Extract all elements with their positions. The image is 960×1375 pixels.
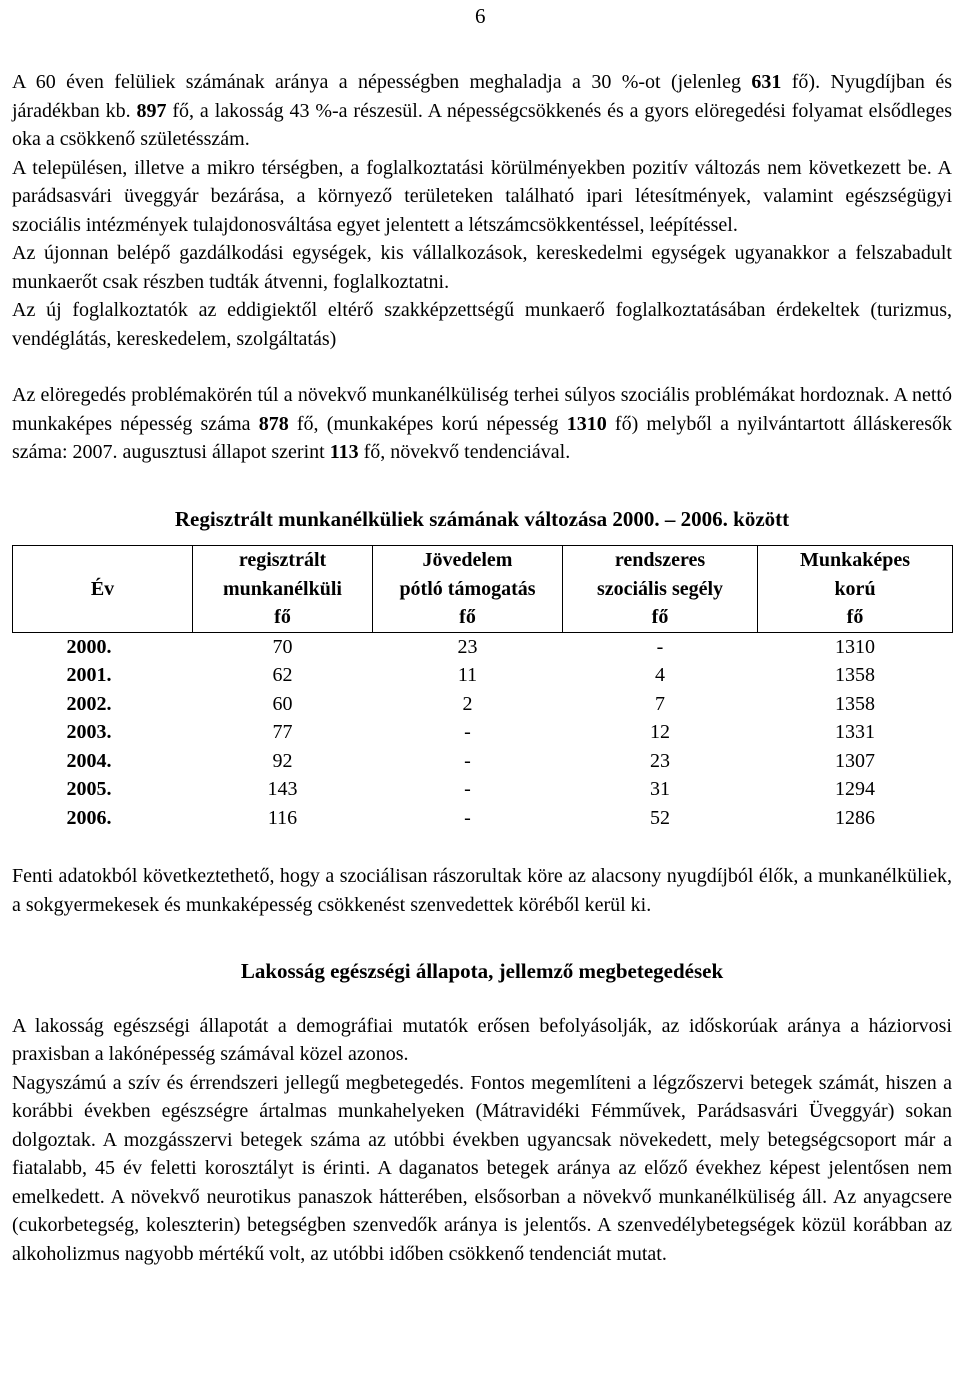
text-span: fő, a lakosság 43 %-a részesül. A népességcsökkenés és a gyors elöregedési folyamat elsődleges oka a csökkenő születésszám. bbox=[12, 99, 952, 150]
text-span: A 60 éven felüliek számának aránya a népességben meghaladja a 30 %-ot (jelenleg bbox=[12, 71, 752, 93]
header-line: rendszeres bbox=[614, 549, 706, 571]
cell-registered: 77 bbox=[272, 721, 293, 743]
cell-working-age: 1294 bbox=[835, 778, 875, 800]
cell-registered: 116 bbox=[267, 806, 298, 829]
header-line: Jövedelem bbox=[422, 549, 513, 571]
header-line: fő bbox=[459, 606, 476, 628]
cell-working-age: 1358 bbox=[835, 664, 875, 686]
table-row bbox=[13, 747, 953, 776]
cell-year: 2002. bbox=[66, 692, 112, 715]
cell-working-age: 1310 bbox=[835, 635, 875, 658]
paragraph-employment: A településen, illetve a mikro térségben, a foglalkoztatási körülményekben pozitív változás nem következett be. A parádsasvári üveggyár bezárása, a környező területeken található ipari létesítmények, valamint egészségügyi szociális intézmények tulajdonosváltása egyet jelentett a létszámcsökkentéssel, leépítéssel. bbox=[12, 156, 952, 236]
section-title: Lakosság egészségi állapota, jellemző megbetegedések bbox=[240, 959, 724, 983]
cell-registered: 62 bbox=[272, 664, 293, 686]
cell-registered: 70 bbox=[272, 635, 293, 658]
bold-number: 113 bbox=[329, 441, 359, 463]
bold-number: 878 bbox=[258, 412, 289, 435]
cell-working-age: 1286 bbox=[835, 806, 875, 829]
cell-working-age: 1331 bbox=[835, 721, 875, 743]
cell-working-age: 1307 bbox=[835, 749, 875, 772]
header-line: Év bbox=[90, 577, 115, 600]
spacer bbox=[12, 353, 952, 381]
cell-year: 2005. bbox=[66, 778, 112, 800]
paragraph-health-demographics: A lakosság egészségi állapotát a demográfiai mutatók erősen befolyásolják, az időskorúak aránya a háziorvosi praxisban a lakónépesség számával közel azonos. bbox=[12, 1014, 952, 1065]
header-line: fő bbox=[274, 606, 291, 628]
document-body bbox=[12, 68, 952, 1268]
paragraph-unemployment bbox=[12, 381, 952, 467]
cell-registered: 143 bbox=[267, 778, 298, 800]
text-span: fő, növekvő tendenciával. bbox=[358, 441, 571, 463]
paragraph-diseases: Nagyszámú a szív és érrendszeri jellegű megbetegedés. Fontos megemlíteni a légzőszervi betegek számát, hiszen a korábbi években egészségre ártalmas munkahelyeken (Mátravidéki Fémművek, Parádsasvári Üveggyár) sokan dolgoztak. A mozgásszervi betegek száma az utóbbi években ugyancsak növekedett, mely betegségcsoport már a fiatalabb, 45 év feletti korosztályt is érinti. A daganatos betegek aránya az előző évekhez képest jelentősen nem emelkedett. A növekvő neurotikus panaszok hátterében, elsősorban a növekvő munkanélküliség áll. Az anyagcsere (cukorbetegség, koleszterin) betegségben szenvedők aránya is jelentős. A szenvedélybetegségek közül korábban az alkoholizmus nagyobb mértékű volt, az utóbbi időben csökkenő tendenciát mutat. bbox=[12, 1071, 952, 1265]
table-title: Regisztrált munkanélküliek számának változása 2000. – 2006. között bbox=[174, 506, 790, 531]
cell-social-aid: 52 bbox=[650, 806, 670, 829]
cell-income-support: 2 bbox=[462, 692, 473, 715]
header-year bbox=[13, 546, 193, 633]
header-line: szociális segély bbox=[596, 577, 724, 600]
cell-year: 2006. bbox=[66, 806, 112, 829]
cell-social-aid: 12 bbox=[650, 721, 670, 743]
cell-social-aid: 4 bbox=[655, 664, 665, 686]
table-row bbox=[13, 690, 953, 719]
spacer bbox=[12, 986, 952, 1012]
cell-income-support: - bbox=[464, 721, 471, 743]
spacer bbox=[12, 832, 952, 862]
paragraph-conclusion: Fenti adatokból következtethető, hogy a szociálisan rászorultak köre az alacsony nyugdíjból élők, a munkanélküliek, a sokgyermekesek és munkaképesség csökkenést szenvedettek köréből kerül ki. bbox=[12, 865, 952, 916]
header-line: fő bbox=[651, 606, 669, 628]
cell-income-support: - bbox=[464, 806, 471, 829]
cell-year: 2003. bbox=[66, 721, 112, 743]
header-line: regisztrált bbox=[238, 549, 327, 571]
header-line: Munkaképes bbox=[799, 549, 911, 571]
header-line: korú bbox=[834, 577, 876, 600]
cell-year: 2000. bbox=[66, 635, 112, 658]
header-working-age bbox=[758, 546, 953, 633]
cell-income-support: - bbox=[464, 778, 471, 800]
spacer bbox=[12, 467, 952, 505]
cell-social-aid: 7 bbox=[655, 692, 665, 715]
cell-income-support: - bbox=[464, 749, 471, 772]
spacer bbox=[12, 919, 952, 957]
table-row bbox=[13, 775, 953, 804]
cell-income-support: 11 bbox=[457, 664, 478, 686]
unemployment-table bbox=[12, 545, 953, 832]
cell-year: 2001. bbox=[66, 664, 112, 686]
header-line: fő bbox=[846, 606, 864, 628]
page-number: 6 bbox=[475, 4, 486, 28]
cell-registered: 92 bbox=[272, 749, 293, 772]
paragraph-new-businesses: Az újonnan belépő gazdálkodási egységek, kis vállalkozások, kereskedelmi egységek ugyanakkor a felszabadult munkaerőt csak részben tudták átvenni, foglalkoztatni. bbox=[12, 242, 952, 293]
header-social-aid bbox=[563, 546, 758, 633]
text-span: fő) melyből a nyilvántartott álláskeresők száma: 2007. augusztusi állapot szerint bbox=[12, 412, 952, 463]
cell-registered: 60 bbox=[272, 692, 293, 715]
text-span: fő, (munkaképes korú népesség bbox=[288, 412, 567, 435]
paragraph-elderly-ratio bbox=[12, 68, 952, 154]
cell-working-age: 1358 bbox=[835, 692, 875, 715]
cell-social-aid: - bbox=[656, 635, 664, 658]
cell-income-support: 23 bbox=[457, 635, 478, 658]
cell-social-aid: 23 bbox=[650, 749, 670, 772]
table-row bbox=[13, 661, 953, 690]
paragraph-new-employers: Az új foglalkoztatók az eddigiektől eltérő szakképzettségű munkaerő foglalkoztatásában érdekeltek (turizmus, vendéglátás, kereskedelem, szolgáltatás) bbox=[12, 299, 952, 350]
header-registered-unemployed bbox=[193, 546, 373, 633]
table-header-row bbox=[13, 546, 953, 633]
table-row bbox=[13, 632, 953, 661]
text-span: Az elöregedés problémakörén túl a növekvő munkanélküliség terhei súlyos szociális problémákat hordoznak. A nettó munkaképes népesség száma bbox=[12, 384, 952, 435]
cell-year: 2004. bbox=[66, 749, 112, 772]
table-row bbox=[13, 718, 953, 747]
cell-social-aid: 31 bbox=[650, 778, 670, 800]
header-income-support bbox=[373, 546, 563, 633]
table-row bbox=[13, 804, 953, 833]
header-line: munkanélküli bbox=[223, 577, 342, 600]
bold-number: 897 bbox=[136, 99, 167, 122]
header-line: pótló támogatás bbox=[399, 577, 536, 600]
bold-number: 631 bbox=[751, 71, 782, 93]
text-span: fő). Nyugdíjban és járadékban kb. bbox=[12, 71, 952, 122]
bold-number: 1310 bbox=[566, 412, 607, 435]
